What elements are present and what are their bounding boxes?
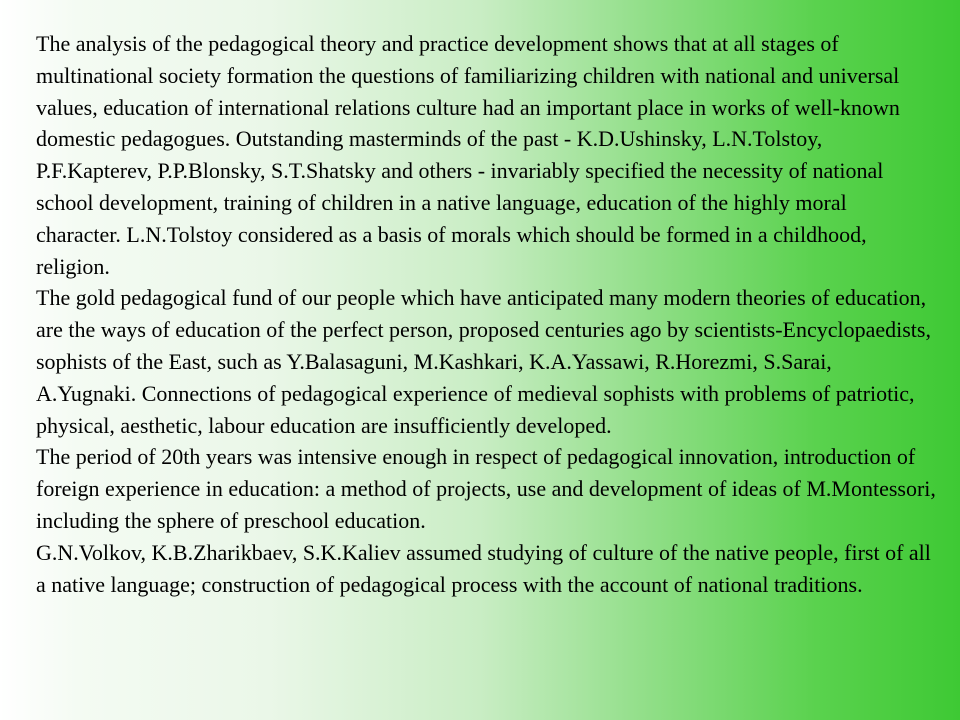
paragraph-1: The analysis of the pedagogical theory and practice development shows that at all stages of multinational society formation the questions of familiarizing children with national and universal values, education of international relations culture had an important place in works of well-known domestic pedagogues. Outstanding masterminds of the past - K.D.Ushinsky, L.N.Tolstoy, P.F.Kapterev, P.P.Blonsky, S.T.Shatsky and others - invariably specified the necessity of national school development, training of children in a native language, education of the highly moral character. L.N.Tolstoy considered as a basis of morals which should be formed in a childhood, religion. — [36, 31, 900, 279]
slide-body-text — [36, 28, 936, 600]
paragraph-2: The gold pedagogical fund of our people which have anticipated many modern theories of education, are the ways of education of the perfect person, proposed centuries ago by scientists-Encyclopaedists, sophists of the East, such as Y.Balasaguni, M.Kashkari, K.A.Yassawi, R.Horezmi, S.Sarai, A.Yugnaki. Connections of pedagogical experience of medieval sophists with problems of patriotic, physical, aesthetic, labour education are insufficiently developed. — [36, 285, 931, 438]
paragraph-4: G.N.Volkov, K.B.Zharikbaev, S.K.Kaliev assumed studying of culture of the native people, first of all a native language; construction of pedagogical process with the account of national traditions. — [36, 539, 931, 597]
paragraph-3: The period of 20th years was intensive enough in respect of pedagogical innovation, introduction of foreign experience in education: a method of projects, use and development of ideas of M.Montessori, including the sphere of preschool education. — [36, 444, 936, 533]
